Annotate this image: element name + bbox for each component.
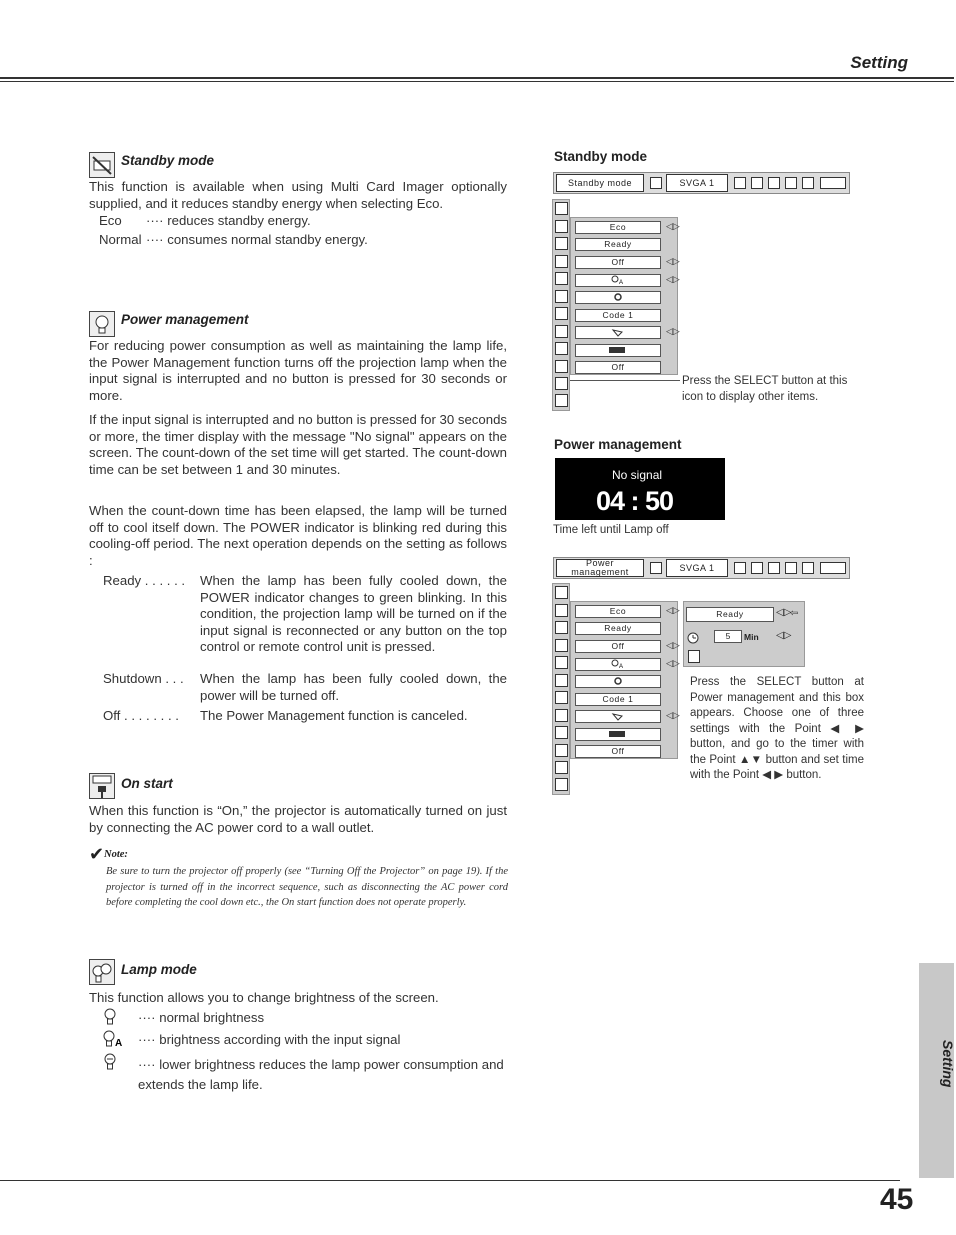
menu-icon-column-2 (552, 583, 570, 795)
menu-bar-2 (553, 557, 850, 579)
on-start-icon (89, 773, 115, 799)
no-signal-timer: 04 : 50 (596, 486, 674, 516)
standby-eco-value[interactable]: Eco (575, 221, 661, 234)
lamp-eco-icon (101, 1052, 119, 1075)
left-right-arrows-icon[interactable]: ◁▷ (666, 274, 680, 284)
security-value[interactable] (575, 344, 661, 357)
image-adjust-icon[interactable] (768, 562, 780, 574)
image-adjust-icon[interactable] (768, 177, 780, 189)
standby-eco-desc: ···· reduces standby energy. (146, 213, 311, 228)
remote-code-value[interactable]: Code 1 (575, 309, 661, 322)
input-icon[interactable] (650, 562, 662, 574)
lamp-mode-icon[interactable] (555, 656, 568, 669)
menu-source-svga[interactable]: SVGA 1 (666, 559, 728, 577)
left-right-arrows-icon[interactable]: ◁▷ (666, 256, 680, 266)
pointer-icon[interactable] (555, 290, 568, 303)
quit-icon[interactable] (555, 394, 568, 407)
remote-control-icon[interactable] (555, 307, 568, 320)
note-label: Note: (104, 849, 128, 860)
standby-eco-value[interactable]: Eco (575, 605, 661, 618)
menu-panel-2 (570, 601, 678, 759)
menu-icon-column-1 (552, 199, 570, 411)
lamp-mode-icon[interactable] (555, 272, 568, 285)
pointer-value[interactable] (575, 291, 661, 304)
power-off-label: Off . . . . . . . . (103, 708, 179, 723)
power-para-1: For reducing power consumption as well as maintaining the lamp life, the Power Management function turns off the projection lamp when the input signal is interrupted and no button is pressed for 30 seconds or more. (89, 338, 507, 403)
left-right-arrows-icon[interactable]: ◁▷ (776, 630, 792, 641)
power-para-2: If the input signal is interrupted and no button is pressed for 30 seconds or more, the timer display with the message "No signal" appears on the screen. The count-down of the set time will get started. The count-down time can be set between 1 and 30 minutes. (89, 412, 507, 477)
menu-source-svga[interactable]: SVGA 1 (666, 174, 728, 192)
lamp-counter-value[interactable] (575, 326, 661, 339)
right-standby-heading: Standby mode (554, 149, 648, 164)
footer-rule (0, 1180, 900, 1181)
submenu-ready[interactable]: Ready (686, 607, 774, 622)
menu2-caption: Press the SELECT button at Power management and this box appears. Choose one of three settings with the Point ◀ ▶ button, and go to the timer with the Point ▲▼ button and set time with the Point ◀ ▶ button. (690, 676, 864, 781)
sound-icon[interactable] (802, 562, 814, 574)
menu-tab-standby[interactable]: Standby mode (556, 174, 644, 192)
menu-panel-1 (570, 217, 678, 375)
setting-icon[interactable] (820, 562, 846, 574)
menu1-caption: Press the SELECT button at this icon to display other items. (682, 375, 848, 403)
left-right-arrows-icon[interactable]: ◁▷ (666, 658, 680, 668)
timer-clock-icon (687, 631, 699, 649)
standby-mode-icon[interactable] (555, 604, 568, 617)
lamp-mode-item-3: ···· lower brightness reduces the lamp power consumption and extends the lamp life. (138, 1057, 504, 1092)
power-shutdown-desc: When the lamp has been fully cooled down, the power will be turned off. (200, 671, 507, 703)
image-select-icon[interactable] (751, 562, 763, 574)
standby-normal-desc: ···· consumes normal standby energy. (146, 232, 368, 247)
left-right-arrows-icon[interactable]: ◁▷ (666, 640, 680, 650)
power-off-desc: The Power Management function is canceled. (200, 708, 468, 723)
remote-control-icon[interactable] (555, 691, 568, 704)
pin-off-value[interactable]: Off (575, 745, 661, 758)
standby-normal-label: Normal (99, 232, 142, 247)
scroll-down-icon[interactable] (555, 377, 568, 390)
page-number: 45 (880, 1183, 914, 1216)
pc-adjust-icon[interactable] (734, 177, 746, 189)
timer-minutes-field[interactable]: 5 (714, 630, 742, 643)
checkmark-icon: ✔ (89, 844, 105, 864)
power-management-icon[interactable] (555, 621, 568, 634)
lamp-mode-item-1: ···· normal brightness (138, 1010, 265, 1025)
quit-icon[interactable] (688, 650, 700, 663)
lamp-auto-value[interactable] (575, 274, 661, 287)
menu-bar-1 (553, 172, 850, 194)
lamp-normal-icon (101, 1007, 119, 1030)
menu-tab-power[interactable]: Power management (556, 559, 644, 577)
lamp-counter-icon[interactable] (555, 709, 568, 722)
left-right-arrows-icon[interactable]: ◁▷ (666, 221, 680, 231)
no-signal-display (555, 458, 725, 520)
no-signal-text: No signal (612, 468, 663, 482)
caption-pointer-line (570, 380, 680, 381)
input-icon[interactable] (650, 177, 662, 189)
lamp-mode-body: This function allows you to change brightness of the screen. (89, 990, 439, 1005)
standby-eco-label: Eco (99, 213, 122, 228)
lamp-auto-icon (101, 1029, 125, 1052)
note-body: Be sure to turn the projector off properly (see “Turning Off the Projector” on page 19). If the projector is turned off in the incorrect sequence, such as disconnecting the AC power cord before completing the cool down etc., the On start function does not operate properly. (106, 866, 508, 908)
timer-unit: Min (744, 632, 759, 642)
power-ready-desc: When the lamp has been fully cooled down, the POWER indicator changes to green blinking. In this condition, the projection lamp will be turned on if the input signal is reconnected or any button on the top control or remote control unit is pressed. (200, 573, 507, 654)
power-ready-value[interactable]: Ready (575, 622, 661, 635)
lamp-counter-icon[interactable] (555, 325, 568, 338)
pc-adjust-icon[interactable] (734, 562, 746, 574)
sound-icon[interactable] (802, 177, 814, 189)
standby-mode-title: Standby mode (121, 153, 215, 168)
on-start-title: On start (121, 776, 173, 791)
quit-icon[interactable] (555, 778, 568, 791)
left-right-arrows-icon[interactable]: ◁▷ (666, 326, 680, 336)
header-title: Setting (850, 53, 908, 72)
right-power-heading: Power management (554, 437, 682, 452)
power-submenu (683, 601, 805, 667)
pin-off-value[interactable]: Off (575, 361, 661, 374)
svg-text:A: A (619, 664, 624, 670)
remote-code-value[interactable]: Code 1 (575, 693, 661, 706)
pointer-icon[interactable] (555, 674, 568, 687)
pin-code-icon[interactable] (555, 744, 568, 757)
on-start-icon[interactable] (555, 255, 568, 268)
power-management-icon[interactable] (555, 237, 568, 250)
power-shutdown-label: Shutdown . . . (103, 671, 184, 686)
pointer-value[interactable] (575, 675, 661, 688)
svg-text:A: A (619, 280, 624, 286)
lamp-bulb-icon (89, 311, 115, 337)
screen-icon[interactable] (785, 177, 797, 189)
image-select-icon[interactable] (751, 177, 763, 189)
standby-mode-icon[interactable] (555, 220, 568, 233)
onstart-off-value[interactable]: Off (575, 256, 661, 269)
power-para-3: When the count-down time has been elapsed, the lamp will be turned off to cool itself down. The POWER indicator is blinking red during this cooling-off period. The next operation depends on the setting as follows : (89, 503, 507, 568)
standby-mode-body: This function is available when using Multi Card Imager optionally supplied, and it reduces standby energy when selecting Eco. (89, 179, 507, 211)
lamp-auto-value[interactable] (575, 658, 661, 671)
side-tab-label: Setting (940, 1040, 956, 1088)
scroll-up-icon[interactable] (555, 202, 568, 215)
active-arrow-icon: ⇦ (790, 608, 799, 619)
pin-code-icon[interactable] (555, 360, 568, 373)
power-management-title: Power management (121, 312, 249, 327)
left-right-arrows-icon[interactable]: ◁▷ (666, 605, 680, 615)
lamp-mode-item-2: ···· brightness according with the input signal (138, 1032, 401, 1047)
header-rule (0, 77, 954, 79)
lamp-counter-value[interactable] (575, 710, 661, 723)
security-lock-icon[interactable] (555, 342, 568, 355)
lamp-mode-title: Lamp mode (121, 962, 197, 977)
left-right-arrows-icon[interactable]: ◁▷ (666, 710, 680, 720)
power-ready-value[interactable]: Ready (575, 238, 661, 251)
onstart-off-value[interactable]: Off (575, 640, 661, 653)
left-right-arrows-icon[interactable]: ◁▷ (776, 607, 792, 618)
screen-icon[interactable] (785, 562, 797, 574)
security-value[interactable] (575, 728, 661, 741)
power-ready-label: Ready . . . . . . (103, 573, 186, 588)
scroll-up-icon[interactable] (555, 586, 568, 599)
no-signal-caption: Time left until Lamp off (553, 524, 669, 536)
header-rule-thin (0, 81, 954, 82)
lamp-mode-icon (89, 959, 115, 985)
scroll-down-icon[interactable] (555, 761, 568, 774)
on-start-icon[interactable] (555, 639, 568, 652)
on-start-body: When this function is “On,” the projector is automatically turned on just by connecting the AC power cord to a wall outlet. (89, 803, 507, 835)
svg-text:A: A (115, 1038, 123, 1049)
security-lock-icon[interactable] (555, 726, 568, 739)
setting-icon[interactable] (820, 177, 846, 189)
standby-mode-icon (89, 152, 115, 178)
